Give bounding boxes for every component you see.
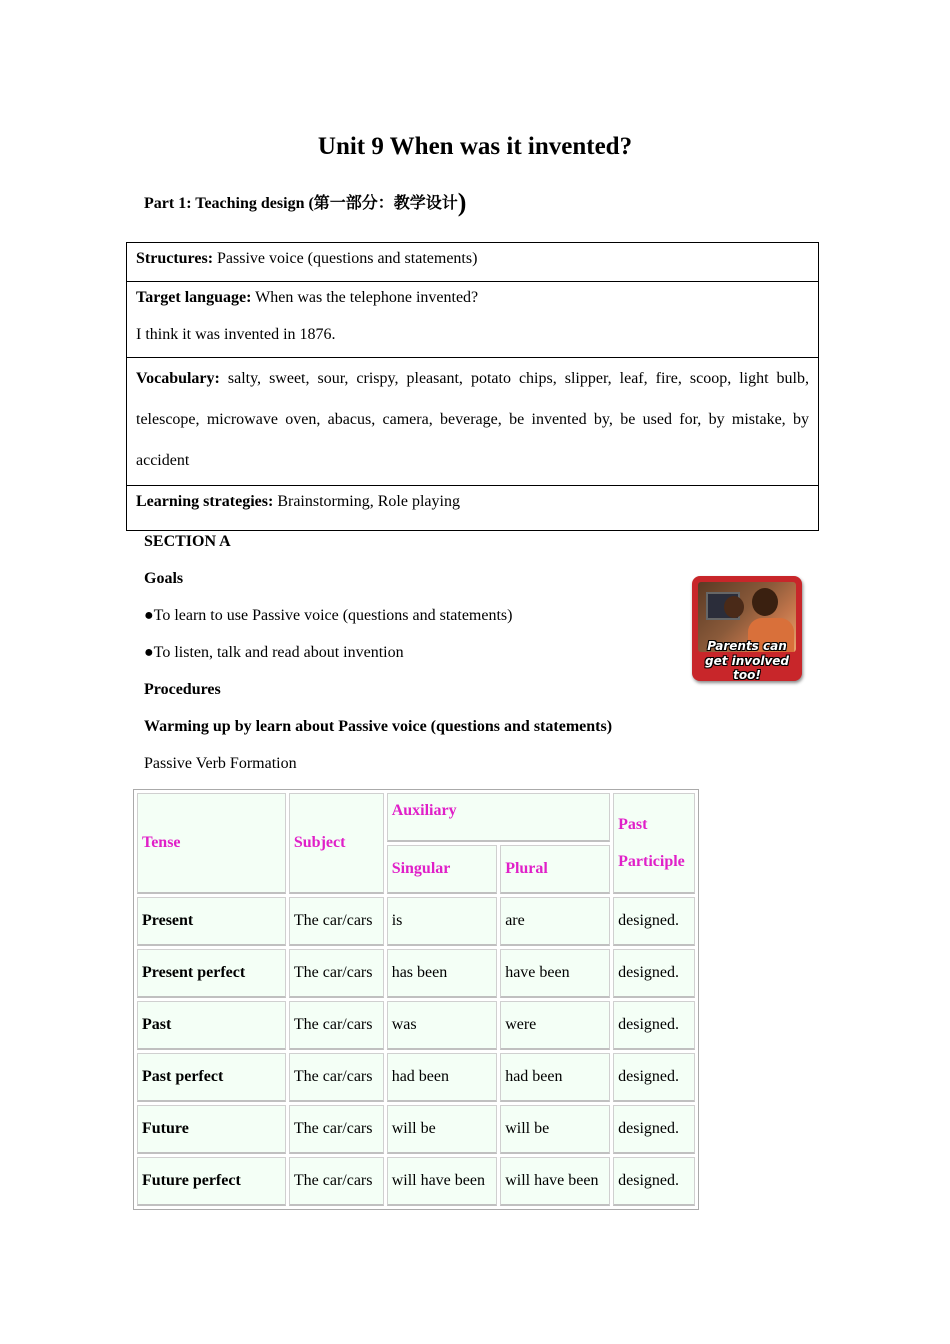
header-auxiliary: Auxiliary bbox=[387, 793, 610, 842]
passive-verb-table bbox=[133, 789, 699, 1210]
vocabulary-row bbox=[127, 358, 819, 486]
header-participle: Participle bbox=[618, 853, 685, 870]
structures-value: Passive voice (questions and statements) bbox=[213, 250, 478, 267]
row-singular: will be bbox=[387, 1105, 498, 1154]
part-heading bbox=[144, 188, 466, 218]
photo-caption-line1: Parents can bbox=[707, 639, 787, 653]
teaching-design-table bbox=[126, 242, 819, 531]
row-participle: designed. bbox=[613, 949, 695, 998]
table-row bbox=[137, 1157, 695, 1206]
table-header-row bbox=[137, 793, 695, 842]
warming-up-heading: Warming up by learn about Passive voice (questions and statements) bbox=[144, 718, 613, 735]
row-singular: was bbox=[387, 1001, 498, 1050]
header-singular: Singular bbox=[387, 845, 498, 894]
goal-item-1: ●To learn to use Passive voice (questions and statements) bbox=[144, 607, 513, 624]
table-row bbox=[137, 1105, 695, 1154]
row-subject: The car/cars bbox=[289, 897, 384, 946]
row-plural: are bbox=[500, 897, 610, 946]
row-subject: The car/cars bbox=[289, 1001, 384, 1050]
part-heading-close: ) bbox=[457, 188, 467, 217]
row-plural: have been bbox=[500, 949, 610, 998]
row-participle: designed. bbox=[613, 897, 695, 946]
row-subject: The car/cars bbox=[289, 1053, 384, 1102]
header-subject: Subject bbox=[289, 793, 384, 894]
table-row bbox=[137, 949, 695, 998]
row-plural: will have been bbox=[500, 1157, 610, 1206]
row-participle: designed. bbox=[613, 1053, 695, 1102]
photo-caption-line2: get involved too! bbox=[704, 654, 790, 681]
row-tense: Present bbox=[137, 897, 286, 946]
header-past-participle bbox=[613, 793, 695, 894]
section-heading: SECTION A bbox=[144, 533, 231, 550]
row-plural: had been bbox=[500, 1053, 610, 1102]
procedures-heading: Procedures bbox=[144, 681, 221, 698]
parent-figure bbox=[752, 588, 778, 616]
row-subject: The car/cars bbox=[289, 949, 384, 998]
row-singular: had been bbox=[387, 1053, 498, 1102]
header-past: Past bbox=[618, 816, 648, 833]
strategies-label: Learning strategies: bbox=[136, 493, 274, 510]
goals-heading: Goals bbox=[144, 570, 184, 587]
strategies-value: Brainstorming, Role playing bbox=[273, 493, 460, 510]
part-heading-text: Part 1: Teaching design (第一部分：教学设计 bbox=[144, 195, 458, 212]
row-tense: Past bbox=[137, 1001, 286, 1050]
row-singular: is bbox=[387, 897, 498, 946]
table-row bbox=[137, 897, 695, 946]
structures-row bbox=[127, 243, 819, 282]
structures-label: Structures: bbox=[136, 250, 214, 267]
row-singular: will have been bbox=[387, 1157, 498, 1206]
parents-photo bbox=[692, 576, 802, 681]
row-tense: Future perfect bbox=[137, 1157, 286, 1206]
formation-caption: Passive Verb Formation bbox=[144, 755, 297, 772]
row-participle: designed. bbox=[613, 1157, 695, 1206]
child-figure bbox=[724, 596, 744, 618]
row-subject: The car/cars bbox=[289, 1157, 384, 1206]
page-title: Unit 9 When was it invented? bbox=[317, 133, 633, 160]
table-row bbox=[137, 1053, 695, 1102]
vocabulary-value: salty, sweet, sour, crispy, pleasant, potato chips, slipper, leaf, fire, scoop, light bulb, telescope, microwave oven, abacus, camera, beverage, be invented by, be used for, by mistake, by accident bbox=[136, 370, 809, 469]
row-tense: Present perfect bbox=[137, 949, 286, 998]
target-language-value: When was the telephone invented? bbox=[251, 289, 479, 306]
vocabulary-label: Vocabulary: bbox=[136, 370, 220, 387]
target-language-label: Target language: bbox=[136, 289, 252, 306]
header-tense: Tense bbox=[137, 793, 286, 894]
target-language-line2: I think it was invented in 1876. bbox=[136, 326, 336, 343]
row-participle: designed. bbox=[613, 1001, 695, 1050]
row-plural: will be bbox=[500, 1105, 610, 1154]
strategies-row bbox=[127, 486, 819, 531]
row-subject: The car/cars bbox=[289, 1105, 384, 1154]
target-language-row bbox=[127, 282, 819, 358]
row-singular: has been bbox=[387, 949, 498, 998]
row-plural: were bbox=[500, 1001, 610, 1050]
row-tense: Past perfect bbox=[137, 1053, 286, 1102]
row-tense: Future bbox=[137, 1105, 286, 1154]
table-row bbox=[137, 1001, 695, 1050]
goal-item-2: ●To listen, talk and read about invention bbox=[144, 644, 404, 661]
row-participle: designed. bbox=[613, 1105, 695, 1154]
header-plural: Plural bbox=[500, 845, 610, 894]
